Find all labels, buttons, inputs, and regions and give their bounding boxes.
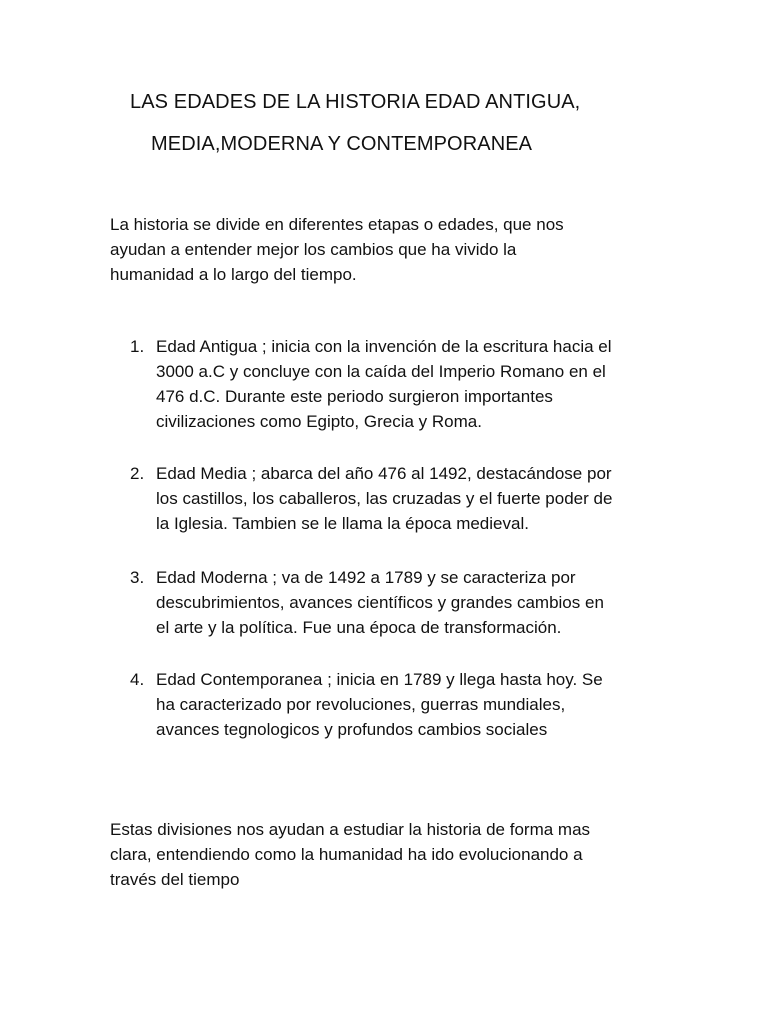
document-title-line-1: LAS EDADES DE LA HISTORIA EDAD ANTIGUA, [130, 91, 581, 113]
list-item-text: Edad Contemporanea ; inicia en 1789 y llega hasta hoy. Se ha caracterizado por revoluciones, guerras mundiales, avances tegnologicos y profundos cambios sociales [156, 670, 603, 739]
list-item-number: 4. [130, 670, 145, 689]
intro-paragraph: La historia se divide en diferentes etapas o edades, que nos ayudan a entender mejor los cambios que ha vivido la humanidad a lo largo del tiempo. [110, 215, 564, 284]
list-item-text: Edad Antigua ; inicia con la invención de la escritura hacia el 3000 a.C y concluye con la caída del Imperio Romano en el 476 d.C. Durante este periodo surgieron importantes civilizaciones como Egipto, Grecia y Roma. [156, 337, 612, 431]
document-title-line-2: MEDIA,MODERNA Y CONTEMPORANEA [151, 133, 533, 155]
list-item-number: 1. [130, 337, 145, 356]
closing-paragraph: Estas divisiones nos ayudan a estudiar la historia de forma mas clara, entendiendo como la humanidad ha ido evolucionando a través del tiempo [110, 820, 591, 889]
list-item-text: Edad Media ; abarca del año 476 al 1492, destacándose por los castillos, los caballeros, las cruzadas y el fuerte poder de la Iglesia. Tambien se le llama la época medieval. [156, 464, 613, 533]
list-item-number: 2. [130, 464, 145, 483]
list-item-number: 3. [130, 568, 145, 587]
list-item-text: Edad Moderna ; va de 1492 a 1789 y se caracteriza por descubrimientos, avances científicos y grandes cambios en el arte y la política. Fue una época de transformación. [156, 568, 604, 637]
